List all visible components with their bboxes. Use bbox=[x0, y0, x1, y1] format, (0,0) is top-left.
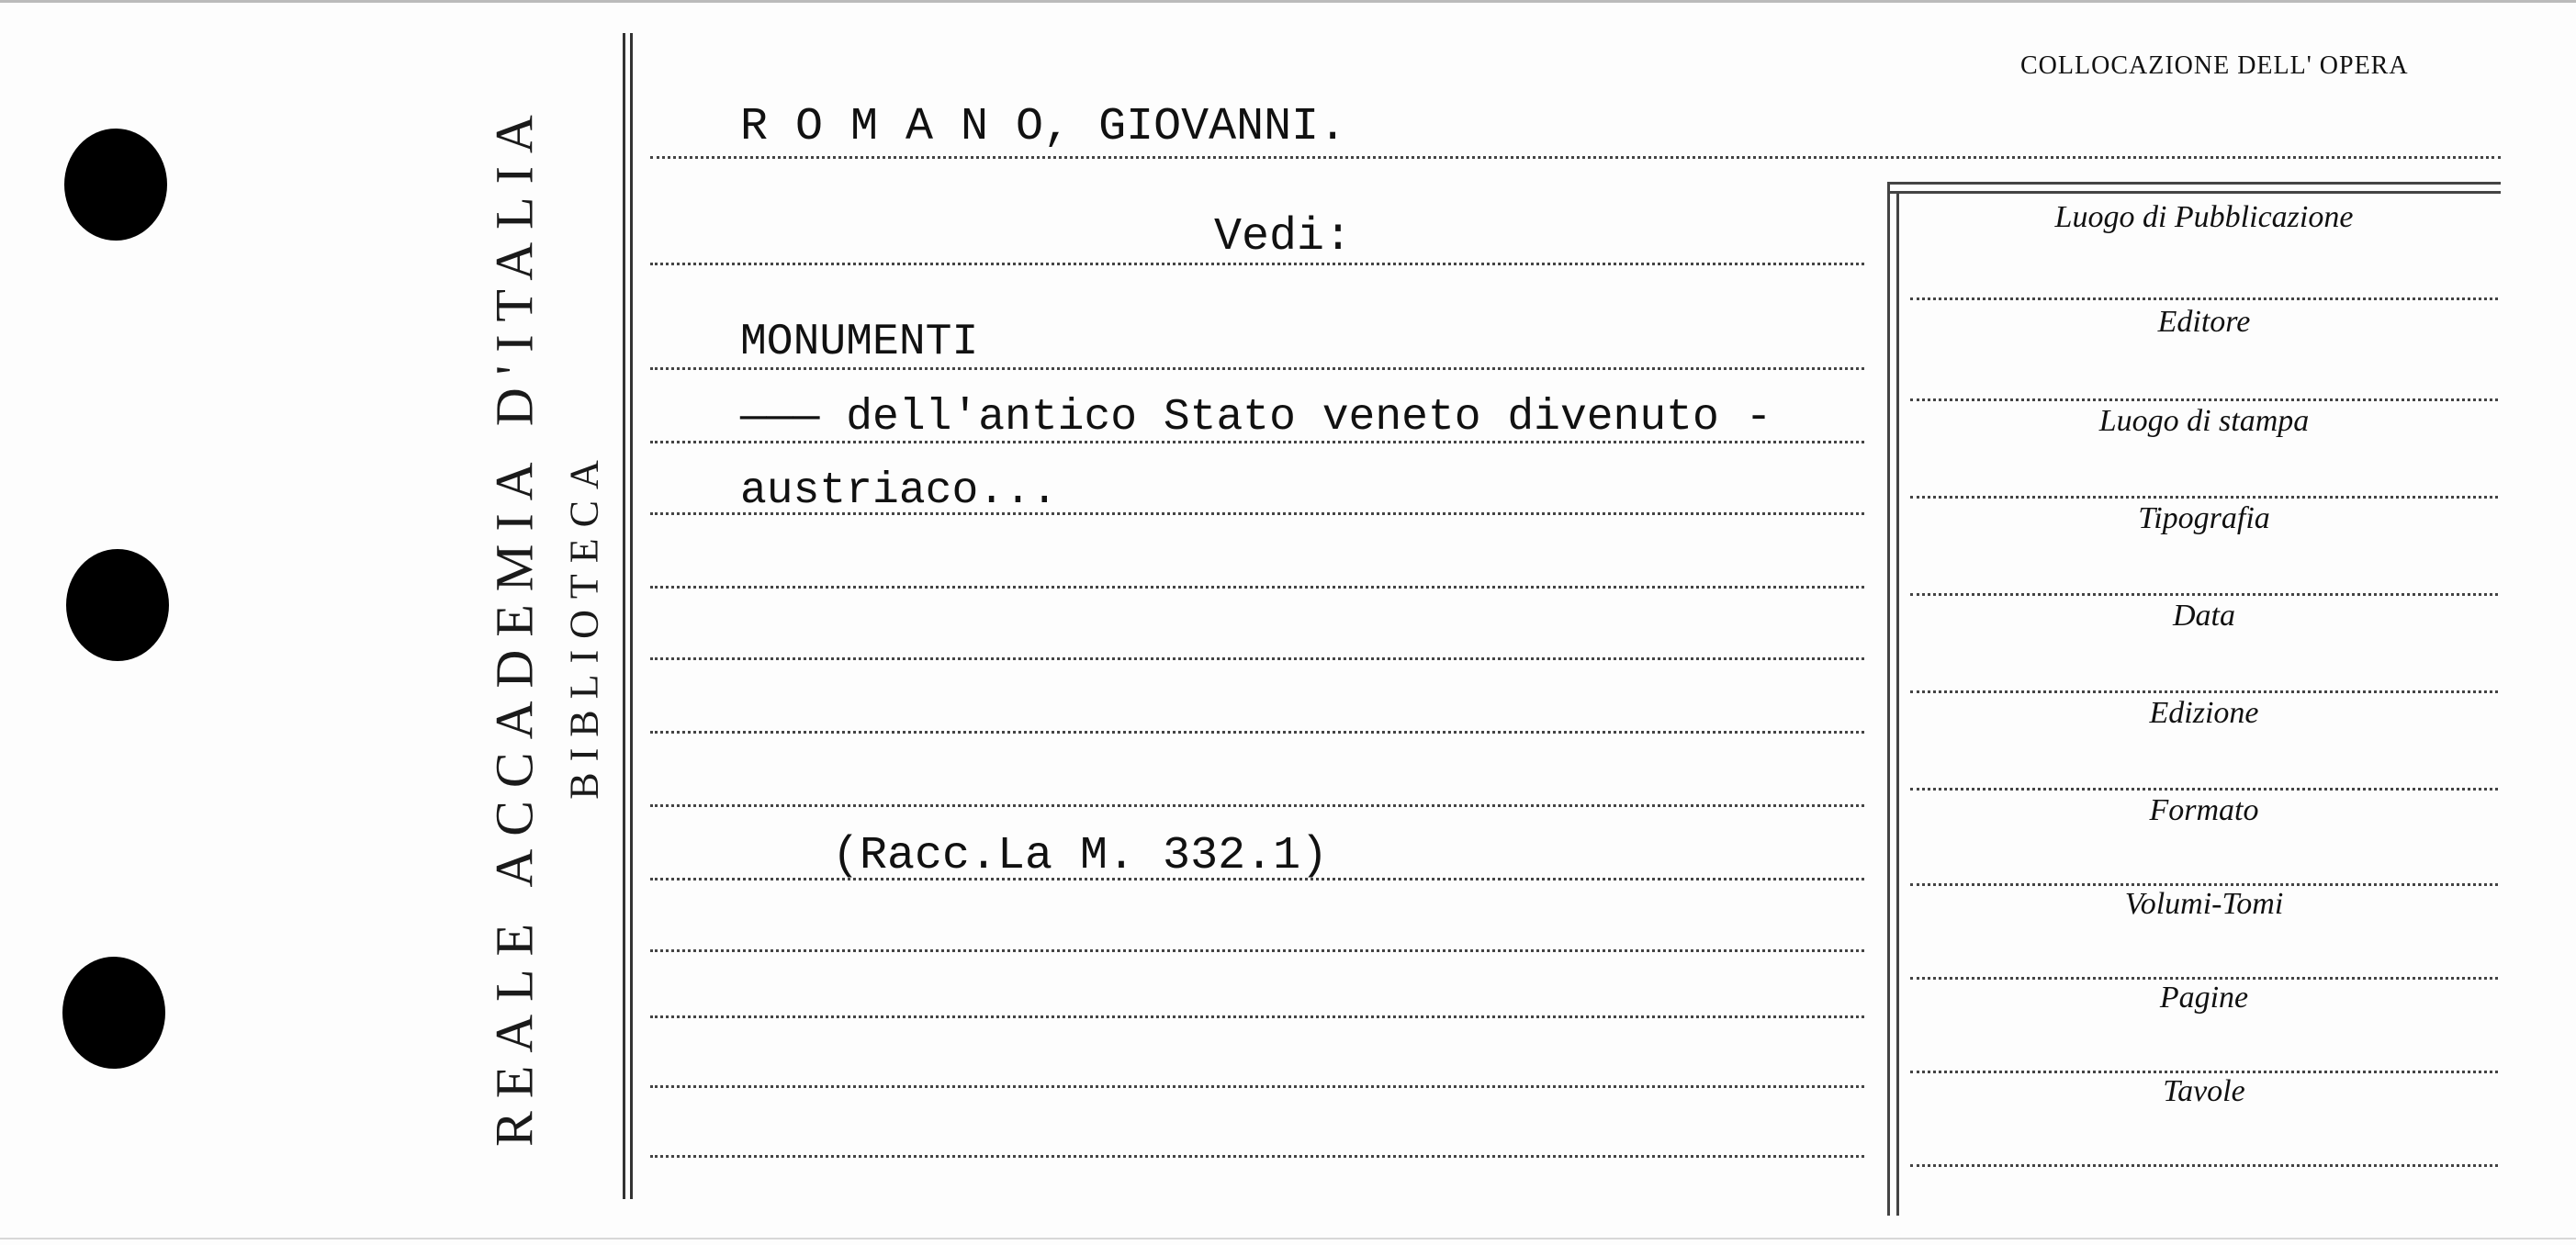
field-line bbox=[1910, 977, 2498, 980]
library-name: BIBLIOTECA bbox=[561, 449, 607, 800]
field-tipografia: Tipografia bbox=[2138, 501, 2270, 535]
field-data: Data bbox=[2173, 599, 2235, 633]
left-border-rule bbox=[623, 33, 625, 1199]
ruled-line bbox=[650, 1085, 1864, 1088]
card-bottom-edge bbox=[0, 1238, 2576, 1239]
field-luogo-pubblicazione: Luogo di Pubblicazione bbox=[2054, 200, 2354, 234]
field-volumi-tomi: Volumi-Tomi bbox=[2124, 887, 2284, 921]
collocation-label: COLLOCAZIONE DELL' OPERA bbox=[2020, 51, 2409, 80]
collocation-box-border-left-inner bbox=[1896, 191, 1899, 1216]
field-line bbox=[1910, 690, 2498, 693]
ruled-line bbox=[650, 1155, 1864, 1158]
field-line bbox=[1910, 496, 2498, 499]
field-line bbox=[1910, 788, 2498, 791]
ruled-line bbox=[650, 804, 1864, 807]
ruled-line bbox=[650, 949, 1864, 952]
field-luogo-stampa: Luogo di stampa bbox=[2098, 404, 2310, 438]
title-line-1: ——— dell'antico Stato veneto divenuto - bbox=[740, 393, 1772, 443]
institution-name: REALE ACCADEMIA D'ITALIA bbox=[484, 102, 545, 1147]
author-heading: R O M A N O, GIOVANNI. bbox=[740, 101, 1347, 153]
see-reference-label: Vedi: bbox=[1214, 211, 1353, 264]
collocation-box-border-top bbox=[1887, 182, 2501, 185]
field-edizione: Edizione bbox=[2149, 696, 2259, 730]
field-line bbox=[1910, 883, 2498, 886]
field-line bbox=[1910, 1164, 2498, 1167]
field-line bbox=[1910, 593, 2498, 596]
field-line bbox=[1910, 398, 2498, 401]
collocation-box-border-left bbox=[1887, 182, 1890, 1216]
punch-hole-top bbox=[64, 129, 167, 241]
field-line bbox=[1910, 297, 2498, 300]
ruled-line bbox=[650, 1015, 1864, 1018]
card-top-edge bbox=[0, 0, 2576, 3]
field-formato: Formato bbox=[2149, 793, 2259, 827]
ruled-line bbox=[650, 657, 1864, 660]
ruled-line bbox=[650, 586, 1864, 589]
ruled-line bbox=[650, 731, 1864, 734]
left-border-rule-inner bbox=[630, 33, 633, 1199]
field-tavole: Tavole bbox=[2163, 1074, 2245, 1108]
subject-heading: MONUMENTI bbox=[740, 318, 979, 367]
title-line-2: austriaco... bbox=[740, 466, 1058, 516]
field-line bbox=[1910, 1071, 2498, 1073]
shelfmark: (Racc.La M. 332.1) bbox=[832, 830, 1329, 882]
collocation-box-border-top-inner bbox=[1887, 191, 2501, 194]
ruled-line bbox=[650, 367, 1864, 370]
punch-hole-middle bbox=[66, 549, 169, 661]
field-pagine: Pagine bbox=[2159, 981, 2249, 1015]
punch-hole-bottom bbox=[62, 957, 165, 1069]
ruled-line bbox=[650, 156, 2501, 159]
field-editore: Editore bbox=[2157, 305, 2251, 339]
